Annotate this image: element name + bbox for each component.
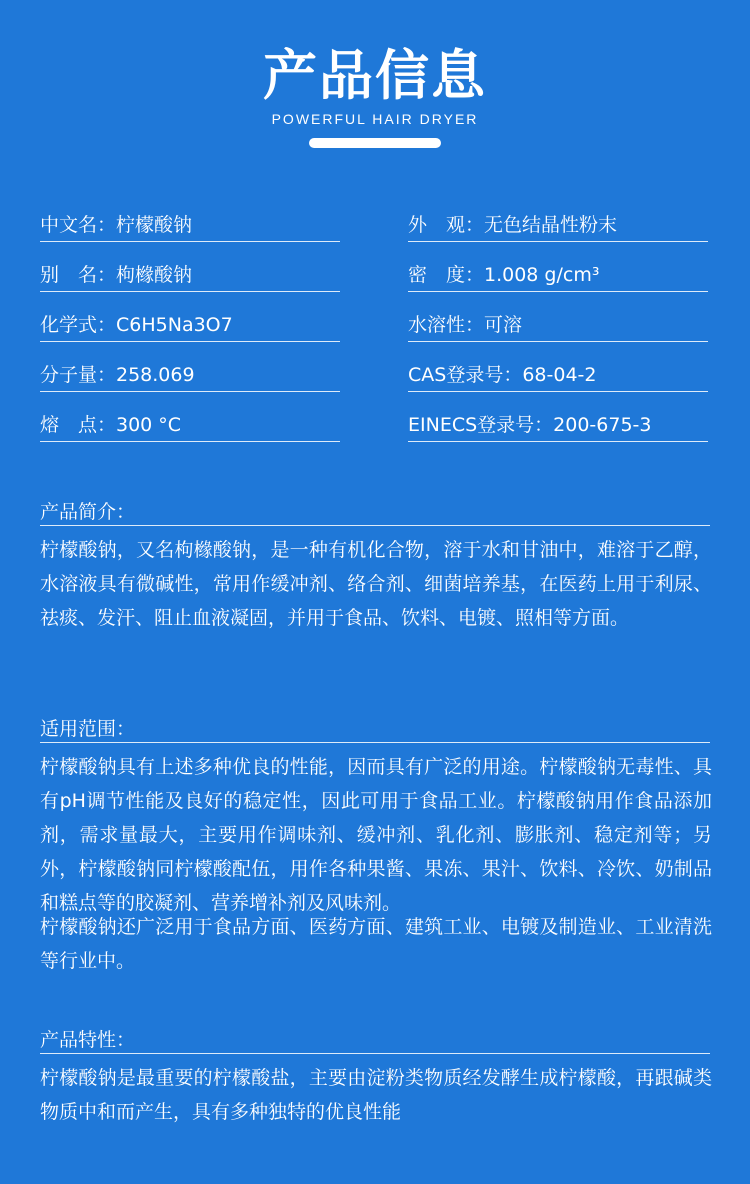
- section-heading-intro: 产品简介：: [40, 499, 710, 526]
- page-title: 产品信息: [263, 44, 487, 107]
- spec-density: 密 度：1.008 g/cm³: [408, 259, 708, 292]
- section-text-intro: 柠檬酸钠，又名枸橼酸钠，是一种有机化合物，溶于水和甘油中，难溶于乙醇，水溶液具有微碱性，常用作缓冲剂、络合剂、细菌培养基，在医药上用于利尿、祛痰、发汗、阻止血液凝固，并用于食品、饮料、电镀、照相等方面。: [40, 539, 712, 629]
- spec-appearance: 外 观：无色结晶性粉末: [408, 209, 708, 242]
- title-underline-bar: [309, 138, 441, 148]
- spec-cas-number: CAS登录号：68-04-2: [408, 359, 708, 392]
- section-text-usage-extra: 柠檬酸钠还广泛用于食品方面、医药方面、建筑工业、电镀及制造业、工业清洗等行业中。: [40, 916, 712, 972]
- section-heading-usage: 适用范围：: [40, 716, 710, 743]
- spec-solubility: 水溶性：可溶: [408, 309, 708, 342]
- section-text-features: 柠檬酸钠是最重要的柠檬酸盐，主要由淀粉类物质经发酵生成柠檬酸，再跟碱类物质中和而产生，具有多种独特的优良性能: [40, 1067, 712, 1123]
- spec-chinese-name: 中文名：柠檬酸钠: [40, 209, 340, 242]
- page-subtitle: POWERFUL HAIR DRYER: [271, 111, 479, 127]
- spec-alias: 别 名：枸橼酸钠: [40, 259, 340, 292]
- spec-formula: 化学式：C6H5Na3O7: [40, 309, 340, 342]
- section-heading-features: 产品特性：: [40, 1027, 710, 1054]
- section-text-usage: 柠檬酸钠具有上述多种优良的性能，因而具有广泛的用途。柠檬酸钠无毒性、具有pH调节性能及良好的稳定性，因此可用于食品工业。柠檬酸钠用作食品添加剂，需求量最大，主要用作调味剂、缓冲剂、乳化剂、膨胀剂、稳定剂等；另外，柠檬酸钠同柠檬酸配伍，用作各种果酱、果冻、果汁、饮料、冷饮、奶制品和糕点等的胶凝剂、营养增补剂及风味剂。: [40, 756, 712, 914]
- spec-einecs-number: EINECS登录号：200-675-3: [408, 409, 708, 442]
- spec-melting-point: 熔 点：300 °C: [40, 409, 340, 442]
- spec-molecular-weight: 分子量：258.069: [40, 359, 340, 392]
